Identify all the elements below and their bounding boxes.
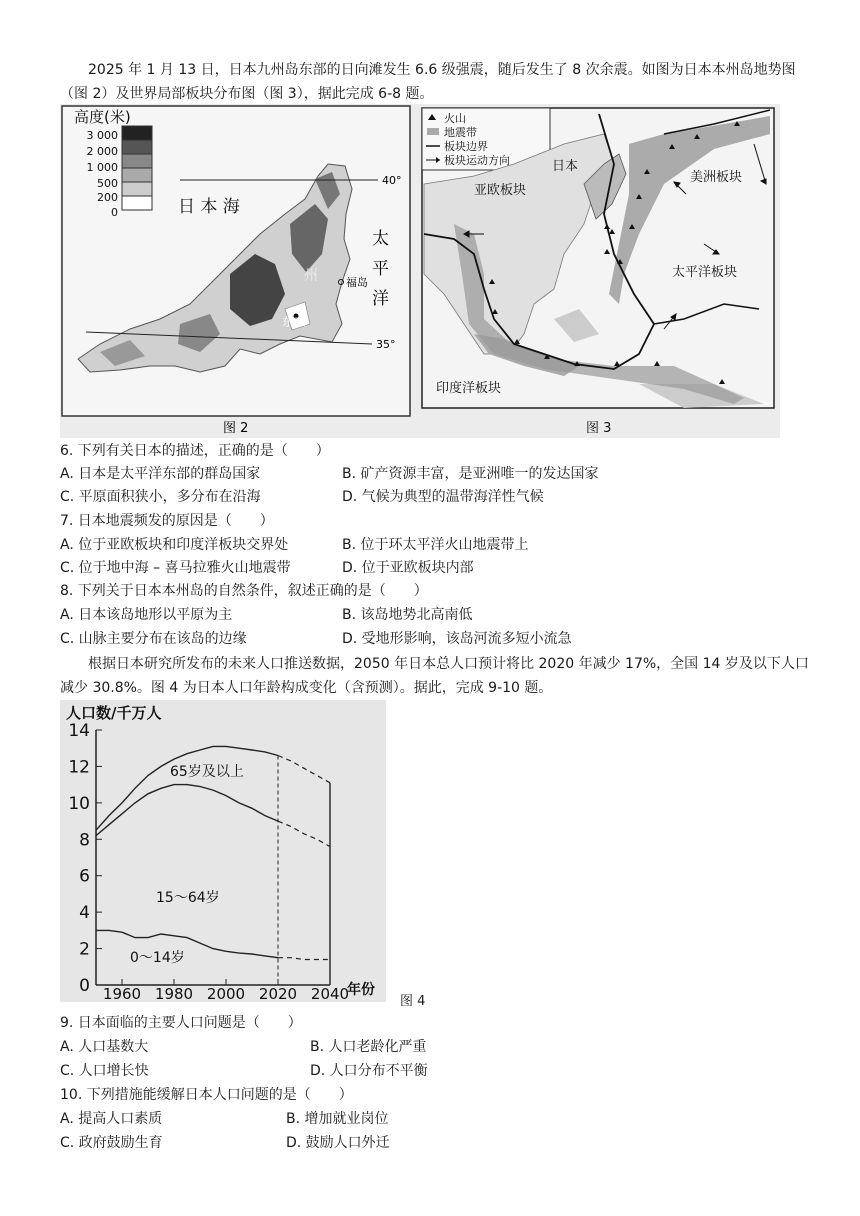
label-japan: 日本 bbox=[552, 159, 579, 174]
tokyo-label: 东京 bbox=[282, 315, 307, 329]
fukushima-label: 福岛 bbox=[346, 276, 368, 289]
pacific-label-1: 太 bbox=[372, 229, 389, 249]
fig2-legend-title: 高度(米) bbox=[74, 108, 131, 126]
q9-option-d: D. 人口分布不平衡 bbox=[310, 1063, 428, 1079]
pacific-label-2: 平 bbox=[372, 259, 389, 279]
x-tick-label: 2020 bbox=[258, 985, 298, 1002]
intro-paragraph-2: 根据日本研究所发布的未来人口推送数据，2050 年日本总人口预计将比 2020 年减少 17%，全国 14 岁及以下人口减少 30.8%。图 4 为日本人口年龄构成变化（含预测）。据此，完成 9-10 题。 bbox=[60, 656, 809, 696]
q10-option-c: C. 政府鼓励生育 bbox=[60, 1135, 163, 1151]
q7-option-d: D. 位于亚欧板块内部 bbox=[342, 560, 474, 576]
q9-option-a: A. 人口基数大 bbox=[60, 1039, 149, 1055]
q10-stem: 10. 下列措施能缓解日本人口问题的是（ ） bbox=[60, 1087, 353, 1103]
label-american-plate: 美洲板块 bbox=[690, 170, 743, 185]
fig3-legend-direction: 板块运动方向 bbox=[444, 154, 510, 167]
q10-option-a: A. 提高人口素质 bbox=[60, 1111, 163, 1127]
q6-option-d: D. 气候为典型的温带海洋性气候 bbox=[342, 489, 544, 505]
fig2-caption: 图 2 bbox=[223, 421, 249, 436]
q6-option-a: A. 日本是太平洋东部的群岛国家 bbox=[60, 466, 261, 482]
series-label-65plus: 65岁及以上 bbox=[170, 764, 244, 780]
y-tick-label: 2 bbox=[79, 939, 90, 960]
sea-of-japan-label: 日 本 海 bbox=[178, 197, 240, 217]
fig3-caption: 图 3 bbox=[586, 421, 612, 436]
figure-3-plate-map bbox=[414, 104, 780, 438]
q8-option-d: D. 受地形影响，该岛河流多短小流急 bbox=[342, 631, 572, 647]
legend-0: 0 bbox=[111, 206, 118, 219]
x-tick-label: 1960 bbox=[102, 985, 142, 1002]
x-tick-label: 2000 bbox=[206, 985, 246, 1002]
legend-500: 500 bbox=[97, 177, 118, 190]
fig4-caption: 图 4 bbox=[400, 994, 426, 1009]
label-eurasian-plate: 亚欧板块 bbox=[474, 183, 527, 198]
y-tick-label: 0 bbox=[79, 976, 90, 996]
q9-option-b: B. 人口老龄化严重 bbox=[310, 1039, 427, 1055]
pacific-label-3: 洋 bbox=[372, 289, 389, 309]
q8-option-b: B. 该岛地势北高南低 bbox=[342, 607, 473, 623]
lat-40-label: 40° bbox=[382, 174, 402, 187]
q6-option-c: C. 平原面积狭小，多分布在沿海 bbox=[60, 489, 261, 505]
figure-4-population-chart bbox=[60, 700, 386, 1002]
label-pacific-plate: 太平洋板块 bbox=[672, 265, 738, 280]
q8-stem: 8. 下列关于日本本州岛的自然条件，叙述正确的是（ ） bbox=[60, 583, 428, 599]
q10-option-b: B. 增加就业岗位 bbox=[286, 1111, 389, 1127]
q7-option-c: C. 位于地中海 – 喜马拉雅火山地震带 bbox=[60, 560, 291, 576]
q10-option-d: D. 鼓励人口外迁 bbox=[286, 1135, 390, 1151]
q9-stem: 9. 日本面临的主要人口问题是（ ） bbox=[60, 1015, 302, 1031]
y-tick-label: 12 bbox=[68, 757, 90, 778]
honshu-label: 州 bbox=[304, 268, 318, 284]
q8-option-a: A. 日本该岛地形以平原为主 bbox=[60, 607, 233, 623]
y-tick-label: 10 bbox=[68, 793, 90, 814]
q6-option-b: B. 矿产资源丰富，是亚洲唯一的发达国家 bbox=[342, 466, 599, 482]
x-tick-label: 2040 bbox=[310, 985, 350, 1002]
figure-2-relief-map bbox=[60, 104, 414, 438]
y-tick-label: 8 bbox=[79, 830, 90, 851]
legend-200: 200 bbox=[97, 191, 118, 204]
q9-option-c: C. 人口增长快 bbox=[60, 1063, 149, 1079]
q7-stem: 7. 日本地震频发的原因是（ ） bbox=[60, 513, 274, 529]
fig3-legend-boundary: 板块边界 bbox=[444, 140, 488, 153]
legend-1000: 1 000 bbox=[86, 161, 118, 174]
y-tick-label: 6 bbox=[79, 866, 90, 887]
y-tick-label: 4 bbox=[79, 903, 90, 924]
q7-option-a: A. 位于亚欧板块和印度洋板块交界处 bbox=[60, 537, 289, 553]
legend-2000: 2 000 bbox=[86, 145, 118, 158]
y-tick-label: 14 bbox=[68, 721, 90, 741]
x-tick-label: 1980 bbox=[154, 985, 194, 1002]
lat-35-label: 35° bbox=[376, 338, 396, 351]
chart-x-label: 年份 bbox=[347, 982, 375, 998]
label-indian-plate: 印度洋板块 bbox=[436, 381, 502, 396]
q6-stem: 6. 下列有关日本的描述，正确的是（ ） bbox=[60, 443, 330, 459]
q8-option-c: C. 山脉主要分布在该岛的边缘 bbox=[60, 631, 247, 647]
intro-paragraph-1: 2025 年 1 月 13 日，日本九州岛东部的日向滩发生 6.6 级强震，随后发生了 8 次余震。如图为日本本州岛地势图（图 2）及世界局部板块分布图（图 3），据此完成 6-8 题。 bbox=[60, 62, 796, 102]
q7-option-b: B. 位于环太平洋火山地震带上 bbox=[342, 537, 529, 553]
legend-3000: 3 000 bbox=[86, 129, 118, 142]
fig3-legend-volcano: 火山 bbox=[444, 112, 466, 125]
chart-y-label: 人口数/千万人 bbox=[66, 704, 162, 722]
series-label-15-64: 15～64岁 bbox=[156, 890, 220, 906]
fig3-legend-seismic: 地震带 bbox=[444, 126, 477, 139]
series-label-0-14: 0～14岁 bbox=[130, 950, 185, 966]
